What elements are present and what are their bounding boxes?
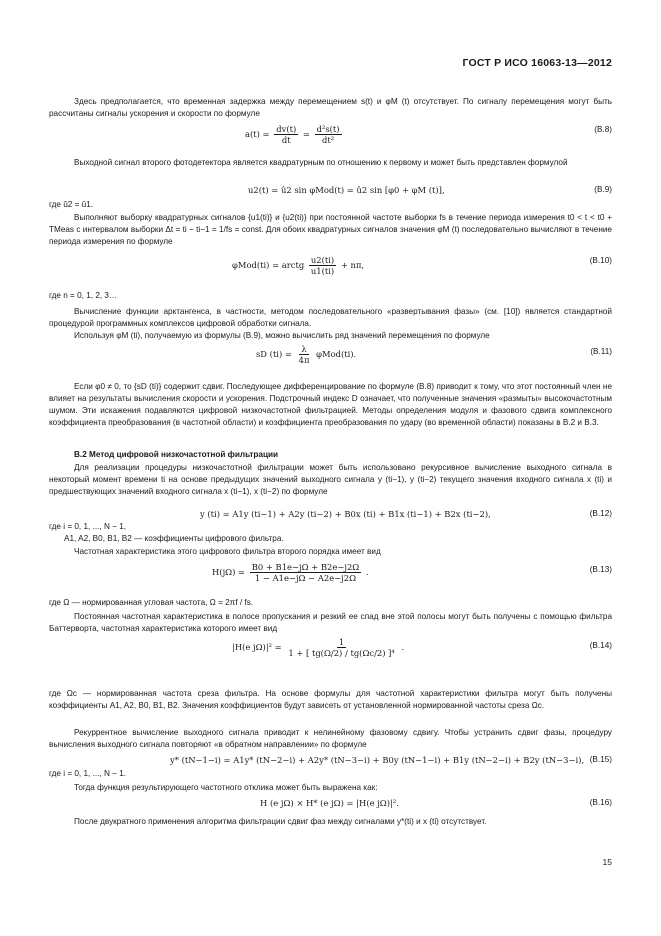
paragraph: Здесь предполагается, что временная задержка между перемещением s(t) и φM (t) отсутствует. По сигналу перемещения могут быть рассчитаны сигналы ускорения и скорости по формуле bbox=[49, 97, 612, 118]
paragraph: Для реализации процедуры низкочастотной фильтрации может быть использовано рекурсивное вычисление выходного сигнала в некоторый момент времени ti на основе предыдущих значений выходного сигнала y (ti−1), y (ti−2) текущего значения входного сигнала x (ti) и предшествующих значений входного сигнала x (ti−1), x (ti−2) по формуле bbox=[49, 463, 612, 496]
equation-b15: y* (tN−1−i) = A1y* (tN−2−i) + A2y* (tN−3−i) + B0y (tN−1−i) + B1y (tN−2−i) + B2y (tN−3−i), bbox=[170, 755, 585, 765]
equation-b9: u2(t) = û2 sin φMod(t) = û2 sin [φ0 + φM (t)], bbox=[248, 185, 445, 195]
paragraph: где i = 0, 1, ..., N − 1, bbox=[49, 522, 127, 531]
paragraph: После двукратного применения алгоритма фильтрации сдвиг фаз между сигналами y*(ti) и x (ti) отсутствует. bbox=[74, 817, 487, 826]
equation-number: (В.9) bbox=[594, 185, 612, 194]
paragraph: A1, A2, B0, B1, B2 — коэффициенты цифрового фильтра. bbox=[64, 534, 284, 543]
equation-number: (В.13) bbox=[589, 565, 612, 574]
equation-b10: φMod(ti) = arctg $\frac{u2(ti)}{u1(ti)}$ + nπ, bbox=[232, 255, 365, 277]
paragraph: Выходной сигнал второго фотодетектора является квадратурным по отношению к первому и может быть представлен формулой bbox=[74, 158, 568, 167]
section-title: В.2 Метод цифровой низкочастотной фильтрации bbox=[74, 450, 279, 459]
paragraph: Используя φM (ti), получаемую из формулы (В.9), можно вычислить ряд значений перемещения по формуле bbox=[74, 331, 490, 340]
equation-b11: sD (ti) = $\frac{\lambda}{4\pi}$ φMod(ti). bbox=[256, 344, 357, 366]
equation-b13: H(jΩ) = $\frac{B0 + B1e-j\Omega + B2e-j2\Omega}{1 - A1e-j\Omega - A2e-j2\Omega}$ . bbox=[212, 562, 369, 584]
equation-number: (В.8) bbox=[594, 125, 612, 134]
equation-b12: y (ti) = A1y (ti−1) + A2y (ti−2) + B0x (ti) + B1x (ti−1) + B2x (ti−2), bbox=[200, 509, 491, 519]
paragraph: где Ωc — нормированная частота среза фильтра. На основе формулы для частотной характеристики фильтра могут быть получены коэффициенты A1, A2, B0, B1, B2. Значения коэффициентов будут зависеть от установленной нормированной частоты среза Ωc. bbox=[49, 689, 612, 710]
paragraph: Выполняют выборку квадратурных сигналов {u1(ti)} и {u2(ti)} при постоянной частоте выборки fs в течение периода измерения t0 < t < t0 + TMeas с интервалом выборки Δt = ti − ti−1 = 1/fs = const. Для обоих квадратурных сигналов значения φM (t) последовательно вычисляют в течение периода измерения по формуле bbox=[49, 213, 612, 246]
paragraph: где n = 0, 1, 2, 3… bbox=[49, 291, 118, 300]
equation-b16: H (e jΩ) × H* (e jΩ) = |H(e jΩ)|². bbox=[260, 798, 399, 808]
equation-number: (В.16) bbox=[589, 798, 612, 807]
paragraph: Тогда функция результирующего частотного отклика может быть выражена как: bbox=[74, 783, 378, 792]
page-number: 15 bbox=[602, 857, 612, 867]
page-header: ГОСТ Р ИСО 16063-13—2012 bbox=[462, 57, 612, 69]
paragraph: Постоянная частотная характеристика в полосе пропускания и резкий ее спад вне этой полосы могут быть получены с помощью фильтра Баттерворта, частотная характеристика которого имеет вид bbox=[49, 612, 612, 633]
paragraph: где Ω — нормированная угловая частота, Ω = 2πf / fs. bbox=[49, 598, 254, 607]
paragraph: Если φ0 ≠ 0, то {sD (ti)} содержит сдвиг. Последующее дифференцирование по формуле (В.8) приводит к тому, что этот постоянный член не влияет на результаты вычисления скорости и ускорения. Подстрочный индекс D означает, что полученные значения «размыты» высокочастотным шумом. Эти искажения подавляются цифровой низкочастотной фильтрацией. Методы определения модуля и фазового сдвига комплексного коэффициента преобразования (в частотной области) и коэффициента преобразования по удару (во временной области) показаны в В.2 и В.3. bbox=[49, 382, 612, 427]
equation-number: (В.12) bbox=[589, 509, 612, 518]
equation-number: (В.14) bbox=[589, 641, 612, 650]
equation-number: (В.10) bbox=[589, 256, 612, 265]
paragraph: где û2 = û1. bbox=[49, 200, 94, 209]
paragraph: где i = 0, 1, ..., N − 1. bbox=[49, 769, 127, 778]
equation-number: (В.15) bbox=[589, 755, 612, 764]
paragraph: Частотная характеристика этого цифрового фильтра второго порядка имеет вид bbox=[74, 547, 381, 556]
paragraph: Рекуррентное вычисление выходного сигнала приводит к нелинейному фазовому сдвигу. Чтобы устранить сдвиг фазы, процедуру вычисления выходного сигнала повторяют «в обратном направлении» по формуле bbox=[49, 728, 612, 749]
paragraph: Вычисление функции арктангенса, в частности, методом последовательного «развертывания фазы» (см. [10]) является стандартной процедурой программных комплексов цифровой обработки сигнала. bbox=[49, 307, 612, 328]
equation-number: (В.11) bbox=[590, 347, 612, 356]
equation-b14: |H(e jΩ)|² = $\frac{1}{\text{1 + [ tg(Ω/2) / tg(Ωc/2) ]⁴}}$ . bbox=[232, 637, 405, 659]
equation-b8: a(t) = $\frac{dv(t)}{dt}$ = $\frac{\text{d²s(t)}}{\text{dt²}}$ bbox=[245, 124, 340, 146]
